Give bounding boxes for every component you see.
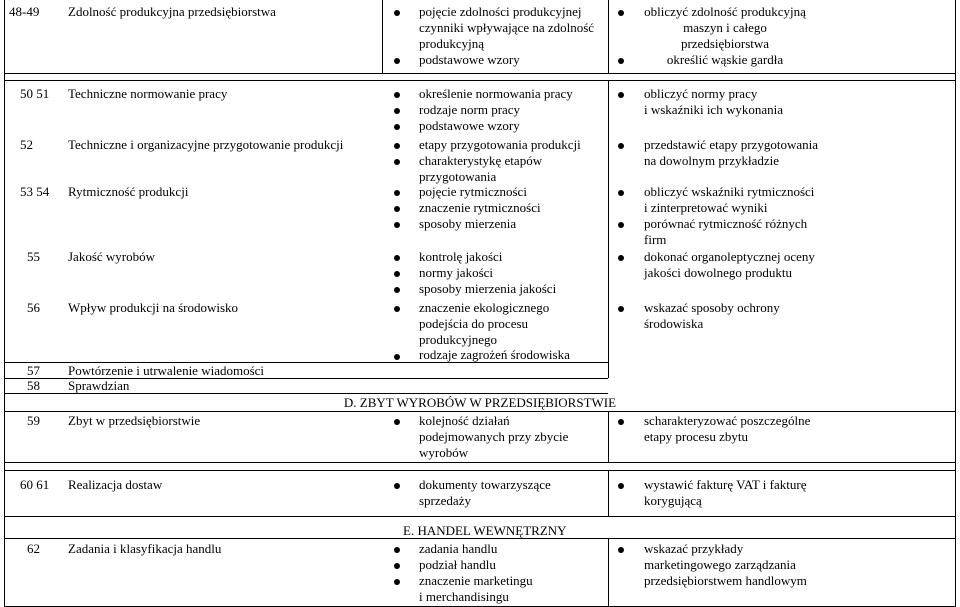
skill-item: środowiska [644,316,704,331]
bullet-icon [618,547,624,553]
skill-item: określić wąskie gardła [666,52,784,67]
bullet-icon [394,354,400,360]
section-heading: D. ZBYT WYROBÓW W PRZEDSIĘBIORSTWIE [343,395,617,410]
bullet-icon [618,306,624,312]
lesson-topic: Jakość wyrobów [68,249,156,264]
section-heading: E. HANDEL WEWNĘTRZNY [403,523,567,538]
skill-item: wskazać sposoby ochrony [644,300,780,315]
content-item: znaczenie marketingu [419,573,533,588]
bullet-icon [394,579,400,585]
lesson-topic: Zdolność produkcyjna przedsiębiorstwa [68,4,276,19]
lesson-number: 55 [27,249,40,264]
content-item: znaczenie rytmiczności [419,200,541,215]
skill-item: wystawić fakturę VAT i fakturę [644,477,807,492]
lesson-topic: Zadania i klasyfikacja handlu [68,541,222,556]
column-divider-skills [608,0,609,73]
lesson-number: 60 61 [20,477,50,492]
column-divider-skills [608,80,609,378]
bullet-icon [618,255,624,261]
content-item: pojęcie rytmiczności [419,184,527,199]
content-item: kolejność działań [419,413,510,428]
lesson-topic: Realizacja dostaw [68,477,163,492]
content-item: podejścia do procesu [419,316,529,331]
column-divider-skills [608,470,609,516]
bullet-icon [394,306,400,312]
content-item: i merchandisingu [419,589,509,604]
bullet-icon [394,222,400,228]
lesson-number: 56 [27,300,40,315]
bullet-icon [394,563,400,569]
bullet-icon [394,124,400,130]
content-item: kontrolę jakości [419,249,503,264]
bullet-icon [618,143,624,149]
bullet-icon [618,190,624,196]
skill-item: obliczyć zdolność produkcyjną [644,4,806,19]
skill-item: na dowolnym przykładzie [644,153,780,168]
bullet-icon [394,419,400,425]
bullet-icon [394,287,400,293]
content-item: dokumenty towarzyszące [419,477,551,492]
skill-item: firm [644,232,667,247]
skill-item: jakości dowolnego produktu [644,265,793,280]
skill-item: przedsiębiorstwa [680,36,770,51]
lesson-number: 58 [27,378,40,393]
content-item: normy jakości [419,265,494,280]
content-item: sprzedaży [419,493,471,508]
content-item: czynniki wpływające na zdolność [419,20,595,35]
bullet-icon [394,206,400,212]
lesson-topic: Wpływ produkcji na środowisko [68,300,239,315]
lesson-topic: Zbyt w przedsiębiorstwie [68,413,201,428]
bullet-icon [618,483,624,489]
content-item: sposoby mierzenia jakości [419,281,557,296]
skill-item: wskazać przykłady [644,541,744,556]
row-divider [4,462,956,463]
row-divider [4,516,956,517]
bullet-icon [618,222,624,228]
skill-item: dokonać organoleptycznej oceny [644,249,815,264]
content-item: znaczenie ekologicznego [419,300,550,315]
bullet-icon [618,58,624,64]
content-item: podstawowe wzory [419,118,520,133]
bullet-icon [394,547,400,553]
skill-item: marketingowego zarządzania [644,557,796,572]
content-item: produkcyjną [419,36,484,51]
lesson-topic: Techniczne normowanie pracy [68,86,228,101]
lesson-topic: Powtórzenie i utrwalenie wiadomości [68,363,265,378]
skill-item: przedstawić etapy przygotowania [644,137,818,152]
bullet-icon [394,159,400,165]
column-divider-skills [608,411,609,462]
row-divider [4,80,956,81]
skill-item: maszyn i całego [683,20,767,35]
column-divider-content [382,0,383,73]
skill-item: scharakteryzować poszczególne [644,413,811,428]
lesson-number: 62 [27,541,40,556]
bullet-icon [394,58,400,64]
lesson-number: 52 [20,137,33,152]
content-item: rodzaje zagrożeń środowiska [419,347,570,362]
content-item: wyrobów [419,445,469,460]
content-item: etapy przygotowania produkcji [419,137,581,152]
skill-item: porównać rytmiczność różnych [644,216,808,231]
lesson-number: 53 54 [20,184,50,199]
bullet-icon [618,92,624,98]
content-item: zadania handlu [419,541,498,556]
skill-item: i wskaźniki ich wykonania [644,102,783,117]
bullet-icon [394,190,400,196]
lesson-topic: Techniczne i organizacyjne przygotowanie produkcji [68,137,344,152]
skill-item: i zinterpretować wyniki [644,200,768,215]
lesson-topic: Sprawdzian [68,378,130,393]
bullet-icon [618,10,624,16]
bullet-icon [394,10,400,16]
lesson-number: 59 [27,413,40,428]
lesson-number: 48-49 [9,4,40,19]
skill-item: przedsiębiorstwem handlowym [644,573,807,588]
row-divider [4,470,956,471]
bullet-icon [394,108,400,114]
content-item: rodzaje norm pracy [419,102,521,117]
column-divider-skills [608,538,609,607]
lesson-topic: Rytmiczność produkcji [68,184,189,199]
bullet-icon [394,143,400,149]
bullet-icon [618,419,624,425]
content-item: określenie normowania pracy [419,86,573,101]
content-item: sposoby mierzenia [419,216,517,231]
lesson-number: 57 [27,363,40,378]
lesson-number: 50 51 [20,86,50,101]
content-item: podejmowanych przy zbycie [419,429,569,444]
row-divider [4,73,956,74]
bullet-icon [394,255,400,261]
content-item: podstawowe wzory [419,52,520,67]
content-item: charakterystykę etapów [419,153,543,168]
bullet-icon [394,271,400,277]
skill-item: korygującą [644,493,702,508]
content-item: pojęcie zdolności produkcyjnej [419,4,582,19]
skill-item: etapy procesu zbytu [644,429,748,444]
content-item: produkcyjnego [419,332,497,347]
bullet-icon [394,92,400,98]
content-item: przygotowania [419,169,497,184]
bullet-icon [394,483,400,489]
skill-item: obliczyć normy pracy [644,86,758,101]
content-item: podział handlu [419,557,496,572]
skill-item: obliczyć wskaźniki rytmiczności [644,184,815,199]
row-divider [4,411,956,412]
